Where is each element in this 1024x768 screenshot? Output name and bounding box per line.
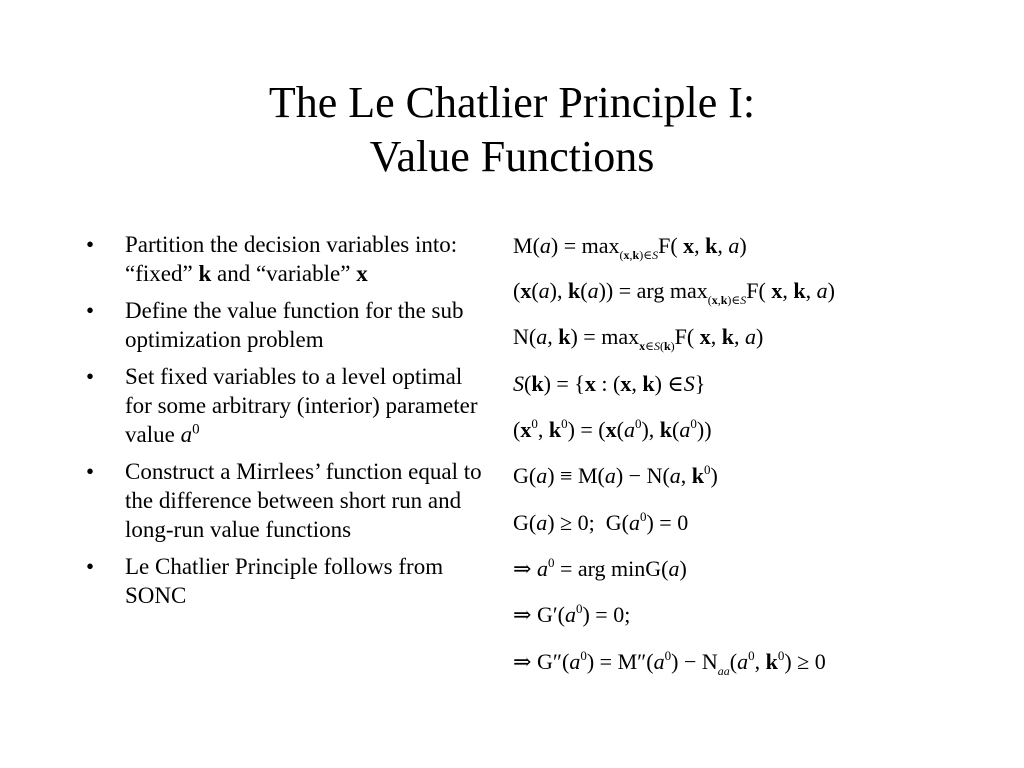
bullet-dot-icon: • bbox=[86, 298, 95, 323]
bullet-item bbox=[86, 552, 491, 610]
equation-10: ⇒ $G''(a^0) = M''(a^0) - N_{aa}(a^0$, $k^0) \ge 0$ bbox=[513, 648, 826, 678]
title-line-1: The Le Chatlier Principle I: bbox=[268, 78, 756, 127]
bullet-text: Le Chatlier Principle follows from SONC bbox=[125, 554, 444, 608]
implies-icon: ⇒ bbox=[513, 649, 532, 674]
equation-9: ⇒ $G'(a^0) = 0$; bbox=[513, 601, 631, 627]
bullet-list bbox=[86, 230, 491, 618]
implies-icon: ⇒ bbox=[513, 602, 532, 627]
implies-icon: ⇒ bbox=[513, 556, 532, 581]
bullet-dot-icon: • bbox=[86, 232, 95, 257]
bullet-bold-x: x bbox=[356, 261, 368, 286]
bullet-text: and “variable” bbox=[211, 261, 357, 286]
equation-8: ⇒ $a^0$ = arg minG(a) bbox=[513, 555, 687, 581]
bullet-dot-icon: • bbox=[86, 554, 95, 579]
equation-4: S(k) = {x : (x, k) ∈S} bbox=[513, 371, 706, 396]
equation-5: ($x^0$, $k^0) = (x(a^0)$, $k(a^0)$) bbox=[513, 416, 712, 442]
bullet-text: Partition the decision variables into: “fixed” bbox=[125, 232, 458, 286]
bullet-item bbox=[86, 230, 491, 288]
bullet-bold-k: k bbox=[198, 261, 212, 286]
equation-2: (x(a), k(a)) = arg $\max_{(x,k)\in S}F$( x, k, a) bbox=[513, 278, 835, 307]
bullet-item bbox=[86, 296, 491, 354]
equation-3: N(a, $k) = \max_{x\in S(k)}F$( x, k, a) bbox=[513, 324, 764, 353]
bullet-dot-icon: • bbox=[86, 459, 95, 484]
equation-6: G(a) ≡ M(a) − N(a, $k^0$) bbox=[513, 462, 718, 488]
equation-7: G(a) ≥ 0; $G(a^0) = 0$ bbox=[513, 509, 689, 535]
bullet-dot-icon: • bbox=[86, 364, 95, 389]
bullet-text: Set fixed variables to a level optimal for some arbitrary (interior) parameter value bbox=[125, 364, 478, 447]
bullet-var-a: a bbox=[180, 422, 193, 447]
slide-title bbox=[0, 76, 1024, 184]
equation-1: $M(a) = \max_{(x,k)\in S}F$( x, k, a) bbox=[513, 233, 747, 262]
bullet-item bbox=[86, 362, 491, 449]
bullet-superscript: 0 bbox=[192, 421, 200, 438]
bullet-text: Construct a Mirrlees’ function equal to the difference between short run and long-run value functions bbox=[125, 459, 482, 542]
title-line-2: Value Functions bbox=[369, 132, 655, 181]
bullet-text: Define the value function for the sub optimization problem bbox=[125, 298, 464, 352]
bullet-item bbox=[86, 457, 491, 544]
